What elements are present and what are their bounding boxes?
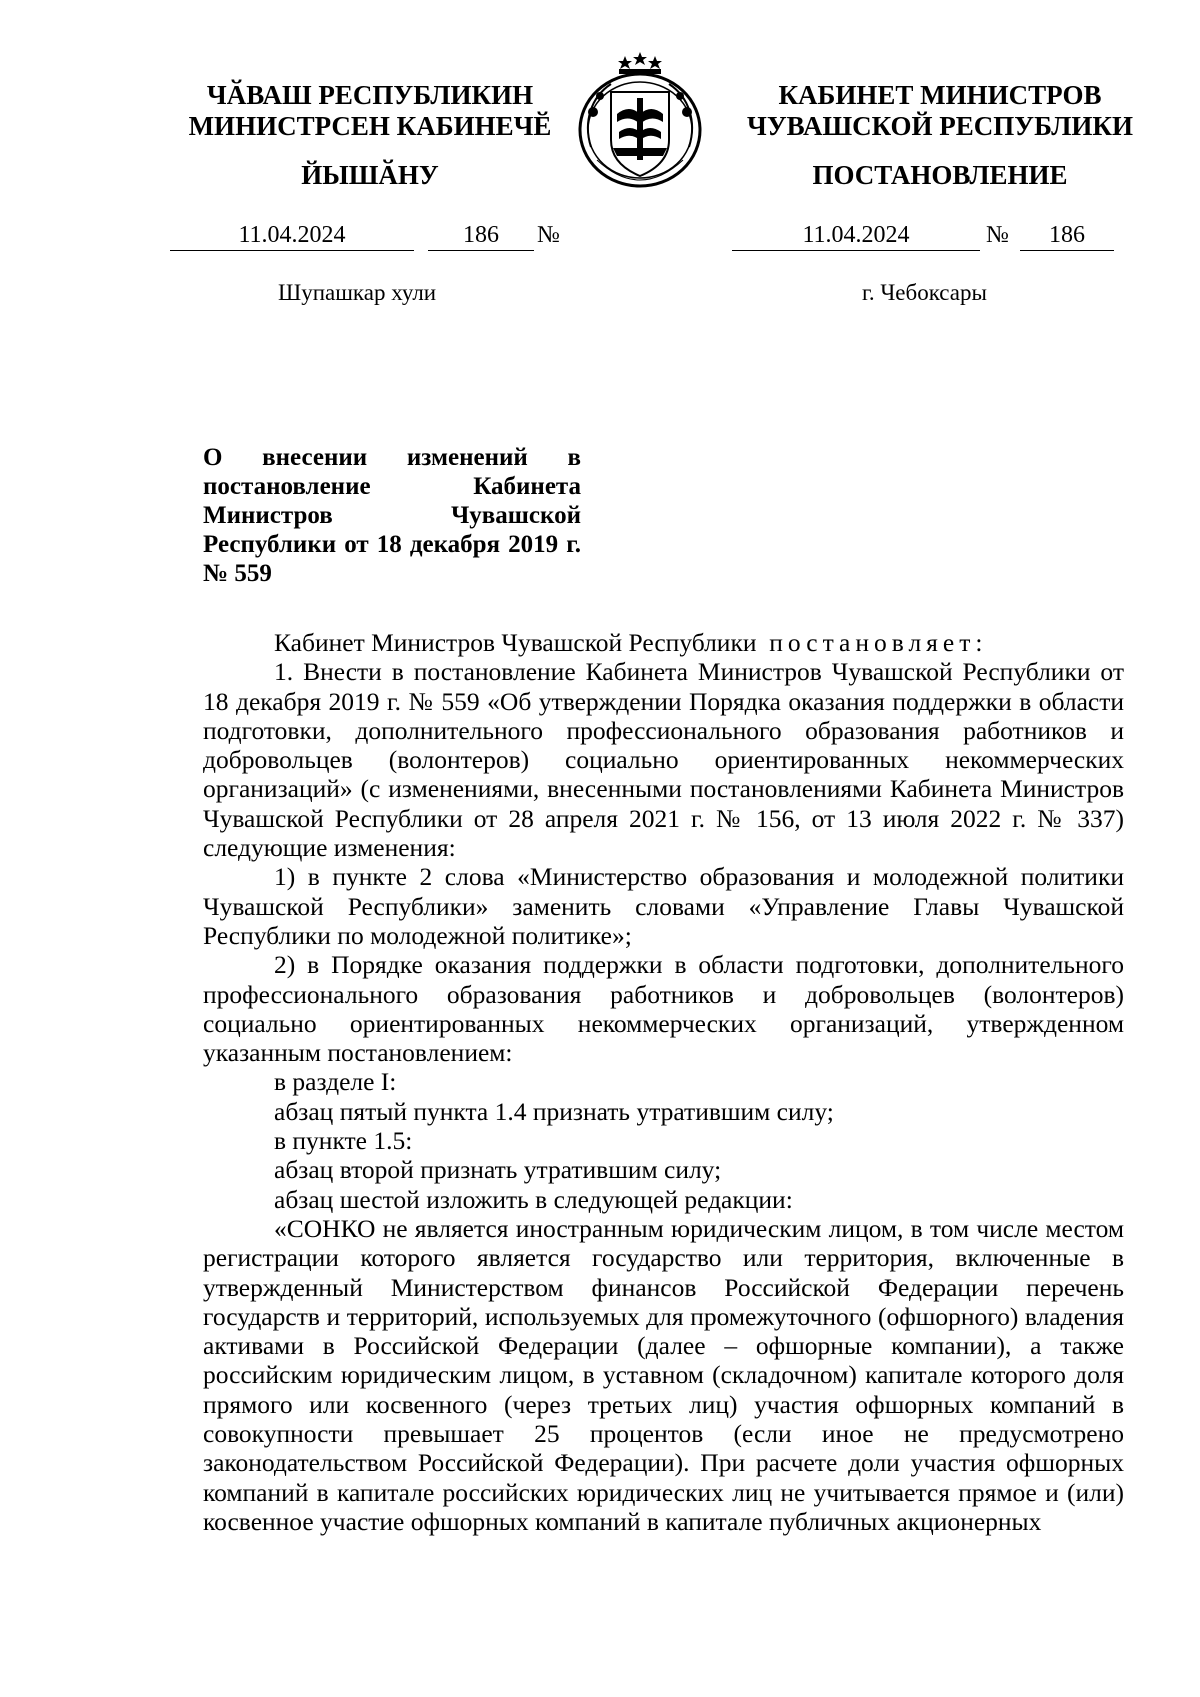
document-body [203, 628, 1124, 1536]
right-title-line-1: КАБИНЕТ МИНИСТРОВ [778, 80, 1102, 110]
right-issuer-title [720, 80, 1160, 142]
right-number-sign: № [986, 222, 1009, 248]
left-title-line-1: ЧӐВАШ РЕСПУБЛИКИН [206, 80, 534, 110]
intro-paragraph [203, 628, 1124, 657]
left-title-line-2: МИНИСТРСЕН КАБИНЕЧӖ [188, 111, 552, 141]
intro-text: Кабинет Министров Чувашской Республики [274, 628, 757, 657]
document-subject: О внесении изменений в постановление Кабинета Министров Чувашской Республики от 18 декабря 2019 г. № 559 [203, 444, 581, 587]
body-paragraph: 1) в пункте 2 слова «Министерство образования и молодежной политики Чувашской Республики» заменить словами «Управление Главы Чувашской Республики по молодежной политике»; [203, 862, 1124, 950]
left-number: 186 [428, 220, 534, 251]
body-paragraph: абзац шестой изложить в следующей редакции: [274, 1184, 793, 1214]
left-place: Шупашкар хули [278, 280, 437, 305]
left-doc-type: ЙЫШӐНУ [301, 160, 439, 190]
body-paragraph: «СОНКО не является иностранным юридическим лицом, в том числе местом регистрации которого является государство или территория, включенные в утвержденный Министерством финансов Российской Федерации перечень государств и территорий, используемых для промежуточного (офшорного) владения активами в Российской Федерации (далее – офшорные компании), а также российским юридическим лицом, в уставном (складочном) капитале которого доля прямого или косвенного (через третьих лиц) участия офшорных компаний в совокупности превышает 25 процентов (если иное не предусмотрено законодательством Российской Федерации). При расчете доли участия офшорных компаний в капитале российских юридических лиц не учитывается прямое и (или) косвенное участие офшорных компаний в капитале публичных акционерных [203, 1213, 1124, 1536]
intro-verb: постановляет: [769, 628, 988, 657]
left-date: 11.04.2024 [170, 220, 414, 251]
body-paragraph: абзац пятый пункта 1.4 признать утратившим силу; [274, 1096, 834, 1126]
right-date: 11.04.2024 [732, 220, 980, 251]
right-place: г. Чебоксары [862, 280, 987, 305]
body-paragraph: в пункте 1.5: [274, 1126, 413, 1156]
body-paragraph: абзац второй признать утратившим силу; [274, 1155, 722, 1185]
right-number: 186 [1020, 220, 1114, 251]
right-title-line-2: ЧУВАШСКОЙ РЕСПУБЛИКИ [747, 111, 1133, 141]
body-paragraph: в разделе I: [274, 1067, 397, 1097]
right-doc-type: ПОСТАНОВЛЕНИЕ [812, 160, 1068, 190]
left-issuer-title [160, 80, 580, 142]
body-paragraph: 1. Внести в постановление Кабинета Министров Чувашской Республики от 18 декабря 2019 г. № 559 «Об утверждении Порядка оказания поддержки в области подготовки, дополнительного профессионального образования работников и добровольцев (волонтеров) социально ориентированных некоммерческих организаций» (с изменениями, внесенными постановлениями Кабинета Министров Чувашской Республики от 28 апреля 2021 г. № 156, от 13 июля 2022 г. № 337) следующие изменения: [203, 657, 1124, 863]
left-number-sign: № [537, 222, 560, 248]
body-paragraph: 2) в Порядке оказания поддержки в области подготовки, дополнительного профессионального образования работников и добровольцев (волонтеров) социально ориентированных некоммерческих организаций, утвержденном указанным постановлением: [203, 950, 1124, 1068]
chuvash-coat-of-arms-icon [573, 52, 707, 190]
